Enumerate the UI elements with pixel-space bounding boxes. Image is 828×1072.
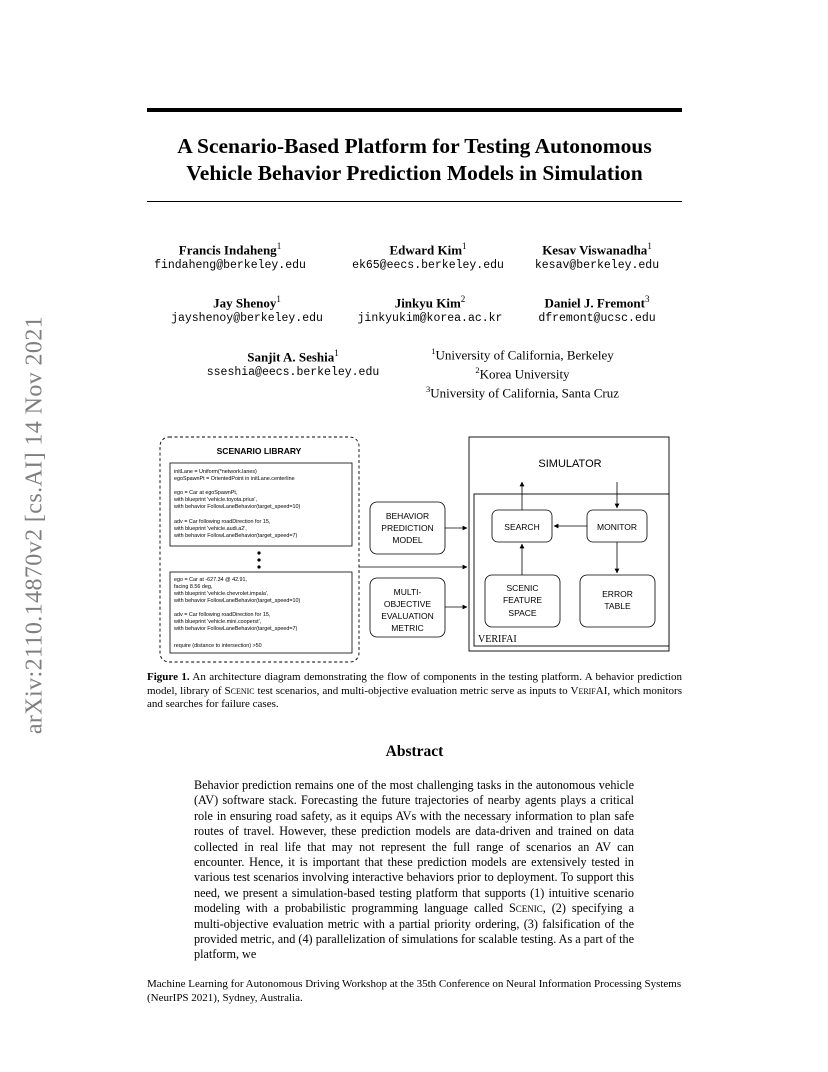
author-name: Sanjit A. Seshia [247,349,335,365]
caption-label: Figure 1. [147,671,190,683]
author-email: kesav@berkeley.edu [534,259,660,273]
error-table-line: ERROR [602,589,633,599]
affiliation-line [400,344,645,363]
ellipsis-dots [257,551,260,568]
author-block [193,345,393,381]
caption-text-2: test scenarios, and multi-objective evaluation metric serve as inputs to [254,684,571,697]
abstract-scenic: Scenic [508,901,543,916]
title-rule-bottom [147,201,682,202]
abstract-paragraph [194,778,634,963]
title-line-2: Vehicle Behavior Prediction Models in Simulation [186,161,643,185]
verifai-label: VERIFAI [478,634,517,645]
author-name: Kesav Viswanadha [542,242,648,258]
code-line: ego = Car at -627.34 @ 42.91, [174,577,248,583]
author-name: Jay Shenoy [213,295,277,311]
code-line: with blueprint 'vehicle.chevrolet.impala', [174,591,269,597]
author-name: Francis Indaheng [178,242,277,258]
caption-scenic: Scenic [224,684,255,697]
author-block [497,238,697,274]
simulator-label: SIMULATOR [538,458,602,470]
affiliation-text: Korea University [479,366,570,382]
author-email: findaheng@berkeley.edu [154,259,306,273]
author-sup: 1 [334,348,339,358]
abstract-heading: Abstract [385,743,444,760]
author-block [147,291,347,327]
arxiv-stamp-text: arXiv:2110.14870v2 [cs.AI] 14 Nov 2021 [21,315,48,735]
affiliation-sup: 1 [431,346,436,356]
code-line: with blueprint 'vehicle.audi.a2', [174,526,247,532]
caption-text-3: , which monitors and searches for failure cases. [147,684,682,711]
paper-title [147,133,682,187]
author-name: Daniel J. Fremont [544,295,645,311]
author-sup: 1 [276,241,282,251]
code-line: adv = Car following roadDirection for 15, [174,519,271,525]
code-line: with blueprint 'vehicle.mini.cooperst', [174,619,262,625]
code-line: with behavior FollowLaneBehavior(target_speed=7) [174,533,298,539]
abstract-text-2: , (2) specifying a multi-objective evaluation metric with a partial priority ordering, (3) falsification of the provided metric, and (4) parallelization of simulations for scalable testing. As a part of the platform, we [194,901,634,962]
metric-line: MULTI- [393,587,422,597]
code-line: require (distance to intersection) >50 [174,643,262,649]
abstract-text-1: Behavior prediction remains one of the most challenging tasks in the autonomous vehicle (AV) software stack. Forecasting the future trajectories of nearby agents plays a critical role in ensuring road safety, as it equips AVs with the necessary information to plan safe routes of travel. However, these prediction models are data-driven and trained on data collected in real life that may not represent the full range of scenarios an AV can encounter. Hence, it is important that these prediction models are extensively tested in various test scenarios involving interactive behaviors prior to deployment. To support this need, we present a simulation-based testing platform that supports (1) intuitive scenario modeling with a probabilistic programming language called [194,778,634,916]
affiliation-text: University of California, Berkeley [435,347,614,363]
author-email: dfremont@ucsc.edu [538,312,656,326]
code-line: with blueprint 'vehicle.toyota.prius', [174,497,257,503]
monitor-label: MONITOR [597,522,637,532]
behavior-model-line: BEHAVIOR [385,511,430,521]
architecture-figure [147,430,682,670]
author-sup: 3 [645,294,650,304]
architecture-diagram [147,430,682,670]
feature-space-line: FEATURE [502,595,543,605]
behavior-model-line: PREDICTION [381,523,434,533]
code-line: egoSpawnPt = OrientedPoint in initLane.centerline [174,476,295,482]
author-email: jinkyukim@korea.ac.kr [357,312,503,326]
arxiv-stamp [20,290,50,760]
author-sup: 1 [276,294,281,304]
author-block [497,291,697,327]
affiliation-sup: 2 [475,364,480,375]
caption-text-1: An architecture diagram demonstrating the flow of components in the testing platform. A behavior prediction model, library of [147,671,682,697]
error-table-line: TABLE [604,601,631,611]
feature-space-line: SCENIC [506,583,539,593]
author-block [130,238,330,274]
code-line: with behavior FollowLaneBehavior(target_speed=10) [174,598,301,604]
behavior-model-line: MODEL [392,535,423,545]
author-email: jayshenoy@berkeley.edu [171,312,323,326]
title-line-1: A Scenario-Based Platform for Testing Autonomous [177,134,652,158]
scenario-library-title: SCENARIO LIBRARY [216,446,302,456]
code-line: initLane = Uniform(*network.lanes) [174,469,257,475]
affiliation-line [400,382,645,401]
author-email: ek65@eecs.berkeley.edu [352,259,504,273]
author-name: Edward Kim [389,242,463,258]
affiliation-line [400,363,645,382]
author-sup: 2 [460,294,466,304]
affiliations [400,344,645,400]
venue-footnote: Machine Learning for Autonomous Driving Workshop at the 35th Conference on Neural Information Processing Systems (NeurIPS 2021), Sydney, Australia. [147,978,682,1004]
affiliation-text: University of California, Santa Cruz [430,384,620,400]
metric-line: METRIC [391,623,424,633]
figure-caption [147,671,682,712]
metric-line: EVALUATION [381,611,434,621]
code-line: ego = Car at egoSpawnPt, [174,490,238,496]
author-email: sseshia@eecs.berkeley.edu [206,366,380,380]
feature-space-line: SPACE [508,608,537,618]
author-sup: 1 [462,241,467,251]
author-sup: 1 [647,241,652,251]
code-line: with behavior FollowLaneBehavior(target_speed=7) [174,626,298,632]
search-label: SEARCH [504,522,540,532]
title-rule-top [147,108,682,112]
caption-verifai: VerifAI [570,684,608,697]
abstract-body [194,778,634,963]
metric-line: OBJECTIVE [383,599,432,609]
affiliation-sup: 3 [425,383,431,394]
code-line: facing 8.56 deg, [174,584,213,590]
author-name: Jinkyu Kim [394,295,461,311]
feature-space-label [503,583,542,618]
code-line: with behavior FollowLaneBehavior(target_speed=10) [174,504,301,510]
code-line: adv = Car following roadDirection for 15, [174,612,271,618]
